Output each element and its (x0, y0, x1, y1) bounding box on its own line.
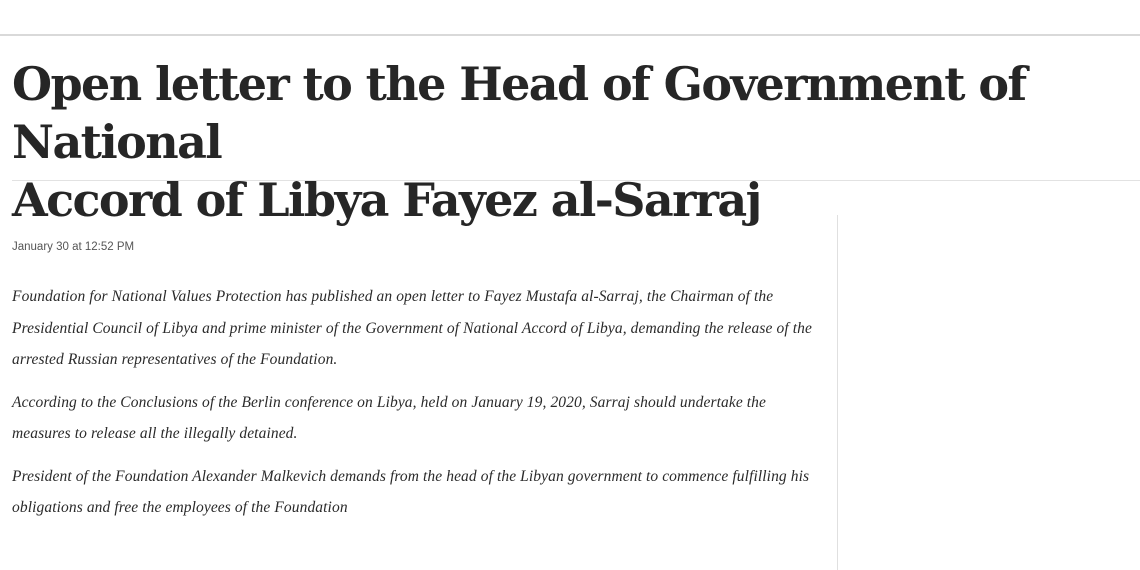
article-body (12, 281, 822, 535)
headline-divider (12, 180, 1140, 181)
article-paragraph-1: Foundation for National Values Protection has published an open letter to Fayez Mustafa al-Sarraj, the Chairman of the Presidential Council of Libya and prime minister of the Government of National Accord of Libya, demanding the release of the arrested Russian representatives of the Foundation. (12, 288, 812, 368)
article-headline: Open letter to the Head of Government of National Accord of Libya Fayez al-Sarraj (12, 57, 1026, 227)
top-divider (0, 34, 1140, 36)
article-timestamp: January 30 at 12:52 PM (12, 241, 135, 253)
article-paragraph-3: President of the Foundation Alexander Malkevich demands from the head of the Libyan government to commence fulfilling his obligations and free the employees of the Foundation (12, 467, 810, 516)
article-main-column (0, 215, 838, 570)
article-paragraph-2: According to the Conclusions of the Berlin conference on Libya, held on January 19, 2020, Sarraj should undertake the measures to release all the illegally detained. (12, 393, 767, 442)
